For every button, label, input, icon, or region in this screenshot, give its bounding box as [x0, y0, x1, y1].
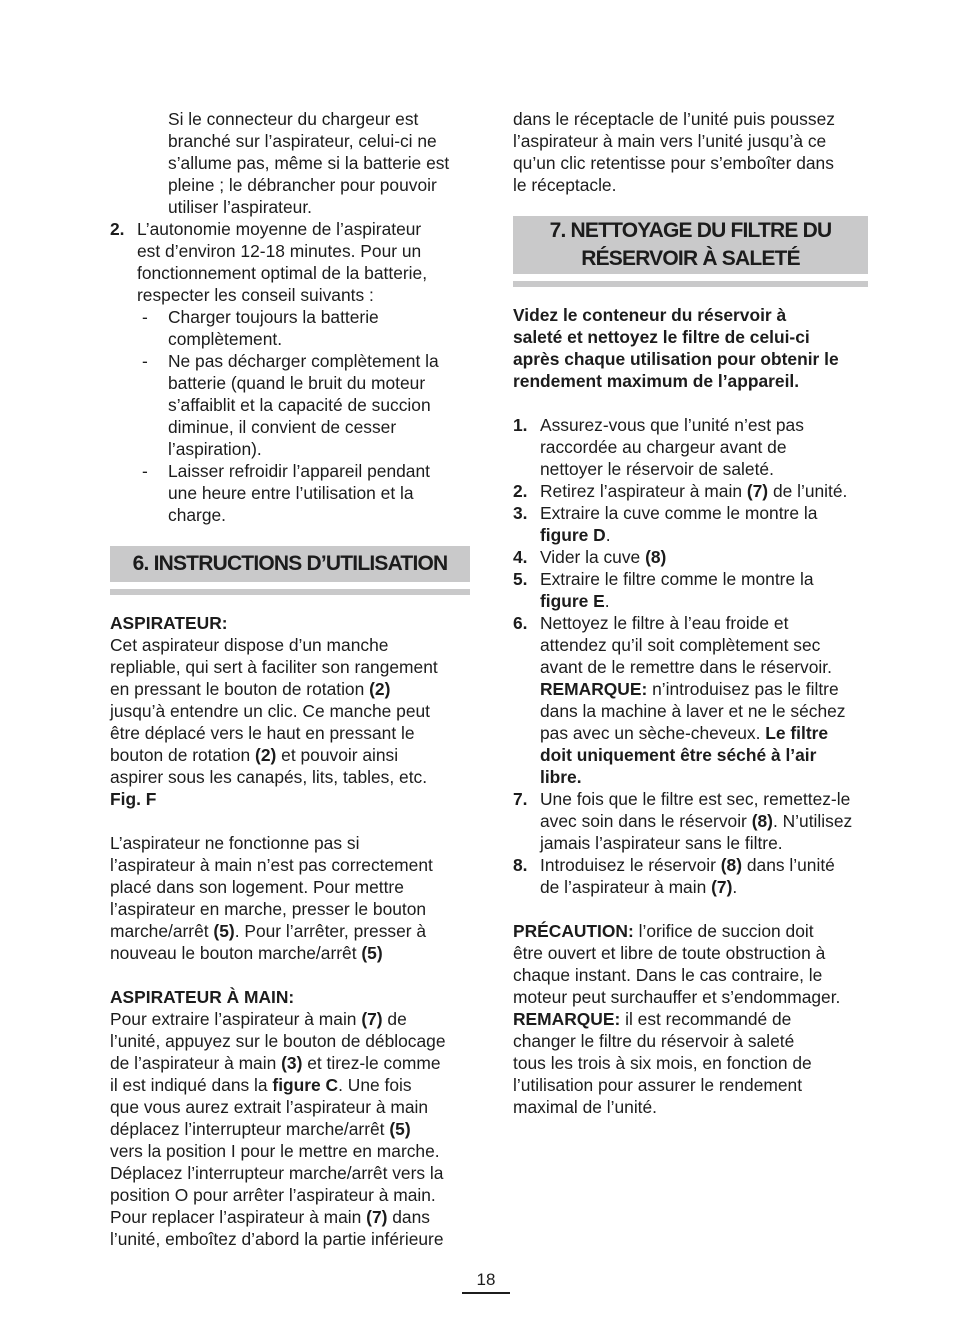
text-line: figure E. [540, 591, 610, 611]
heading-line: 7. NETTOYAGE DU FILTRE DU [549, 219, 832, 242]
text-line: Pour replacer l’aspirateur à main (7) dans [110, 1207, 430, 1227]
text-line: maximal de l’unité. [513, 1097, 658, 1117]
text-line: figure D. [540, 525, 611, 545]
text-line: Pour extraire l’aspirateur à main (7) de [110, 1009, 407, 1029]
text-line: l’aspirateur à main vers l’unité jusqu’à ce [513, 131, 827, 151]
text-line: L’aspirateur ne fonctionne pas si [110, 833, 360, 853]
dash-marker: - [142, 461, 148, 481]
text-line: Ne pas décharger complètement la [168, 351, 439, 371]
text-line: Assurez-vous que l’unité n’est pas [540, 415, 804, 435]
text-line: être déplacé vers le haut en pressant le [110, 723, 415, 743]
left-column [110, 108, 470, 1250]
text-line: nettoyer le réservoir de saleté. [540, 459, 774, 479]
list-item [513, 854, 868, 898]
bold-intro [513, 304, 868, 392]
text-line: Extraire la cuve comme le montre la [540, 503, 818, 523]
text-line: être ouvert et libre de toute obstruction à [513, 943, 826, 963]
text-line: jamais l’aspirateur sans le filtre. [540, 833, 783, 853]
text-line: Introduisez le réservoir (8) dans l’unité [540, 855, 835, 875]
text-line: Laisser refroidir l’appareil pendant [168, 461, 430, 481]
aspirateur-title: ASPIRATEUR: [110, 613, 228, 633]
text-line: avant de le remettre dans le réservoir. [540, 657, 832, 677]
text-line: Une fois que le filtre est sec, remettez-le [540, 789, 851, 809]
text-line: tous les trois à six mois, en fonction de [513, 1053, 812, 1073]
text-line: de l’aspirateur à main (7). [540, 877, 738, 897]
section-6-heading: 6. INSTRUCTIONS D’UTILISATION [110, 546, 470, 582]
figure-reference: Fig. F [110, 789, 157, 809]
text-line: moteur peut surchauffer et s’endommager. [513, 987, 841, 1007]
dash-marker: - [142, 307, 148, 327]
text-line: pleine ; le débrancher pour pouvoir [168, 175, 437, 195]
text-line: après chaque utilisation pour obtenir le [513, 349, 839, 369]
text-line: saleté et nettoyez le filtre de celui-ci [513, 327, 810, 347]
text-line: respecter les conseil suivants : [137, 285, 374, 305]
text-line: est d’environ 12-18 minutes. Pour un [137, 241, 422, 261]
text-line: fonctionnement optimal de la batterie, [137, 263, 428, 283]
text-line: pas avec un sèche-cheveux. Le filtre [540, 723, 829, 743]
bullet-item [110, 306, 470, 350]
dash-marker: - [142, 351, 148, 371]
handheld-paragraph [110, 1008, 470, 1250]
list-number: 8. [513, 855, 528, 875]
text-line: une heure entre l’utilisation et la [168, 483, 414, 503]
text-line: l’aspirateur à main n’est pas correctement [110, 855, 433, 875]
list-item [513, 546, 868, 568]
text-line: Vider la cuve (8) [540, 547, 667, 567]
text-line: raccordée au chargeur avant de [540, 437, 787, 457]
text-line: rendement maximum de l’appareil. [513, 371, 800, 391]
text-line: PRÉCAUTION: l’orifice de succion doit [513, 921, 814, 941]
list-number: 4. [513, 547, 528, 567]
text-line: diminue, il convient de cesser [168, 417, 397, 437]
list-item [513, 612, 868, 788]
text-line: charge. [168, 505, 227, 525]
text-line: marche/arrêt (5). Pour l’arrêter, presser à [110, 921, 427, 941]
list-number: 2. [513, 481, 528, 501]
list-item [513, 480, 868, 502]
list-number: 7. [513, 789, 528, 809]
list-item [513, 788, 868, 854]
list-number: 5. [513, 569, 528, 589]
text-line: chaque instant. Dans le cas contraire, le [513, 965, 823, 985]
text-line: que vous aurez extrait l’aspirateur à main [110, 1097, 429, 1117]
text-line: vers la position I pour le mettre en marche. [110, 1141, 440, 1161]
list-number: 6. [513, 613, 528, 633]
bullet-item [110, 460, 470, 526]
text-line: Nettoyez le filtre à l’eau froide et [540, 613, 789, 633]
reinsertion-continuation [513, 108, 868, 196]
text-line: avec soin dans le réservoir (8). N’utilisez [540, 811, 853, 831]
text-line: REMARQUE: il est recommandé de [513, 1009, 792, 1029]
cleaning-steps-list [513, 414, 868, 898]
text-line: déplacez l’interrupteur marche/arrêt (5) [110, 1119, 411, 1139]
text-line: dans le réceptacle de l’unité puis poussez [513, 109, 835, 129]
bullet-item [110, 350, 470, 460]
text-line: Cet aspirateur dispose d’un manche [110, 635, 389, 655]
text-line: l’utilisation pour assurer le rendement [513, 1075, 803, 1095]
text-line: de l’aspirateur à main (3) et tirez-le comme [110, 1053, 441, 1073]
right-column [513, 108, 868, 1118]
text-line: changer le filtre du réservoir à saleté [513, 1031, 795, 1051]
text-line: le réceptacle. [513, 175, 617, 195]
list-number: 2. [110, 219, 125, 239]
text-line: batterie (quand le bruit du moteur [168, 373, 426, 393]
aspirateur-paragraph [110, 634, 470, 810]
text-line: en pressant le bouton de rotation (2) [110, 679, 391, 699]
section-7-heading [513, 216, 868, 274]
heading-line: RÉSERVOIR À SALETÉ [581, 247, 800, 270]
list-item [513, 502, 868, 546]
text-line: libre. [540, 767, 582, 787]
text-line: nouveau le bouton marche/arrêt (5) [110, 943, 383, 963]
text-line: doit uniquement être séché à l’air [540, 745, 817, 765]
list-item [513, 568, 868, 612]
precaution-paragraph [513, 920, 868, 1118]
handheld-title: ASPIRATEUR À MAIN: [110, 987, 295, 1007]
text-line: utiliser l’aspirateur. [168, 197, 313, 217]
charger-note [110, 108, 470, 218]
text-line: repliable, qui sert à faciliter son rangement [110, 657, 438, 677]
text-line: position O pour arrêter l’aspirateur à main. [110, 1185, 436, 1205]
text-line: branché sur l’aspirateur, celui-ci ne [168, 131, 437, 151]
text-line: l’unité, appuyez sur le bouton de déblocage [110, 1031, 446, 1051]
text-line: dans la machine à laver et ne le séchez [540, 701, 846, 721]
list-item-2 [110, 218, 470, 306]
list-item [513, 414, 868, 480]
text-line: Retirez l’aspirateur à main (7) de l’unité. [540, 481, 848, 501]
text-line: attendez qu’il soit complètement sec [540, 635, 821, 655]
text-line: l’aspiration). [168, 439, 262, 459]
list-number: 1. [513, 415, 528, 435]
text-line: qu’un clic retentisse pour s’emboîter dans [513, 153, 834, 173]
text-line: jusqu’à entendre un clic. Ce manche peut [110, 701, 430, 721]
text-line: Videz le conteneur du réservoir à [513, 305, 787, 325]
text-line: REMARQUE: n’introduisez pas le filtre [540, 679, 839, 699]
list-number: 3. [513, 503, 528, 523]
text-line: Charger toujours la batterie [168, 307, 379, 327]
page-number: 18 [462, 1270, 510, 1294]
text-line: placé dans son logement. Pour mettre [110, 877, 404, 897]
text-line: l’aspirateur en marche, presser le bouton [110, 899, 427, 919]
text-line: L’autonomie moyenne de l’aspirateur [137, 219, 422, 239]
text-line: s’allume pas, même si la batterie est [168, 153, 450, 173]
text-line: aspirer sous les canapés, lits, tables, etc. [110, 767, 428, 787]
text-line: l’unité, emboîtez d’abord la partie inférieure [110, 1229, 444, 1249]
text-line: il est indiqué dans la figure C. Une fois [110, 1075, 412, 1095]
text-line: s’affaiblit et la capacité de succion [168, 395, 431, 415]
text-line: Si le connecteur du chargeur est [168, 109, 419, 129]
text-line: Déplacez l’interrupteur marche/arrêt vers la [110, 1163, 444, 1183]
text-line: bouton de rotation (2) et pouvoir ainsi [110, 745, 399, 765]
operation-paragraph [110, 832, 470, 964]
text-line: Extraire le filtre comme le montre la [540, 569, 814, 589]
text-line: complètement. [168, 329, 283, 349]
